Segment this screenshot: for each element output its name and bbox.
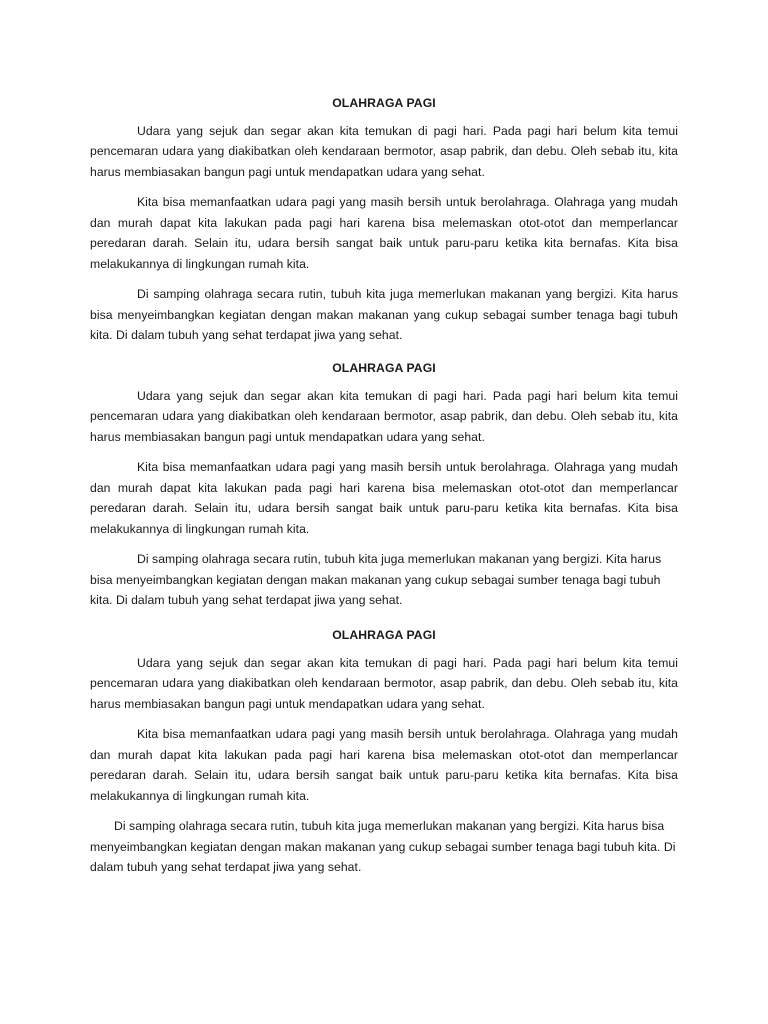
article-section-3 — [90, 625, 678, 888]
article-paragraph: Di samping olahraga secara rutin, tubuh kita juga memerlukan makanan yang bergizi. Kita harus bisa menyeimbangkan kegiatan dengan makan makanan yang cukup sebagai sumber tenaga bagi tubuh kita. Di dalam tubuh yang sehat terdapat jiwa yang sehat. — [90, 552, 662, 607]
article-paragraph: Kita bisa memanfaatkan udara pagi yang masih bersih untuk berolahraga. Olahraga yang mudah dan murah dapat kita lakukan pada pagi hari karena bisa melemaskan otot-otot dan memperlancar peredaran darah. Selain itu, udara bersih sangat baik untuk paru-paru ketika kita bernafas. Kita bisa melakukannya di lingkungan rumah kita. — [90, 460, 678, 536]
article-title: OLAHRAGA PAGI — [332, 96, 436, 110]
article-paragraph: Kita bisa memanfaatkan udara pagi yang masih bersih untuk berolahraga. Olahraga yang mudah dan murah dapat kita lakukan pada pagi hari karena bisa melemaskan otot-otot dan memperlancar peredaran darah. Selain itu, udara bersih sangat baik untuk paru-paru ketika kita bernafas. Kita bisa melakukannya di lingkungan rumah kita. — [90, 195, 678, 271]
article-paragraph: Udara yang sejuk dan segar akan kita temukan di pagi hari. Pada pagi hari belum kita temui pencemaran udara yang diakibatkan oleh kendaraan bermotor, asap pabrik, dan debu. Oleh sebab itu, kita harus membiasakan bangun pagi untuk mendapatkan udara yang sehat. — [90, 123, 678, 179]
article-paragraph: Kita bisa memanfaatkan udara pagi yang masih bersih untuk berolahraga. Olahraga yang mudah dan murah dapat kita lakukan pada pagi hari karena bisa melemaskan otot-otot dan memperlancar peredaran darah. Selain itu, udara bersih sangat baik untuk paru-paru ketika kita bernafas. Kita bisa melakukannya di lingkungan rumah kita. — [90, 727, 678, 803]
article-paragraph: Di samping olahraga secara rutin, tubuh kita juga memerlukan makanan yang bergizi. Kita harus bisa menyeimbangkan kegiatan dengan makan makanan yang cukup sebagai sumber tenaga bagi tubuh kita. Di dalam tubuh yang sehat terdapat jiwa yang sehat. — [90, 287, 678, 342]
article-paragraph: Udara yang sejuk dan segar akan kita temukan di pagi hari. Pada pagi hari belum kita temui pencemaran udara yang diakibatkan oleh kendaraan bermotor, asap pabrik, dan debu. Oleh sebab itu, kita harus membiasakan bangun pagi untuk mendapatkan udara yang sehat. — [90, 388, 678, 444]
article-title: OLAHRAGA PAGI — [332, 361, 436, 375]
article-title: OLAHRAGA PAGI — [332, 628, 436, 642]
article-paragraph: Di samping olahraga secara rutin, tubuh kita juga memerlukan makanan yang bergizi. Kita harus bisa menyeimbangkan kegiatan dengan makan makanan yang cukup sebagai sumber tenaga bagi tubuh kita. Di dalam tubuh yang sehat terdapat jiwa yang sehat. — [90, 819, 676, 874]
article-section-2 — [90, 358, 678, 621]
article-paragraph: Udara yang sejuk dan segar akan kita temukan di pagi hari. Pada pagi hari belum kita temui pencemaran udara yang diakibatkan oleh kendaraan bermotor, asap pabrik, dan debu. Oleh sebab itu, kita harus membiasakan bangun pagi untuk mendapatkan udara yang sehat. — [90, 655, 678, 711]
article-section-1 — [90, 93, 678, 356]
